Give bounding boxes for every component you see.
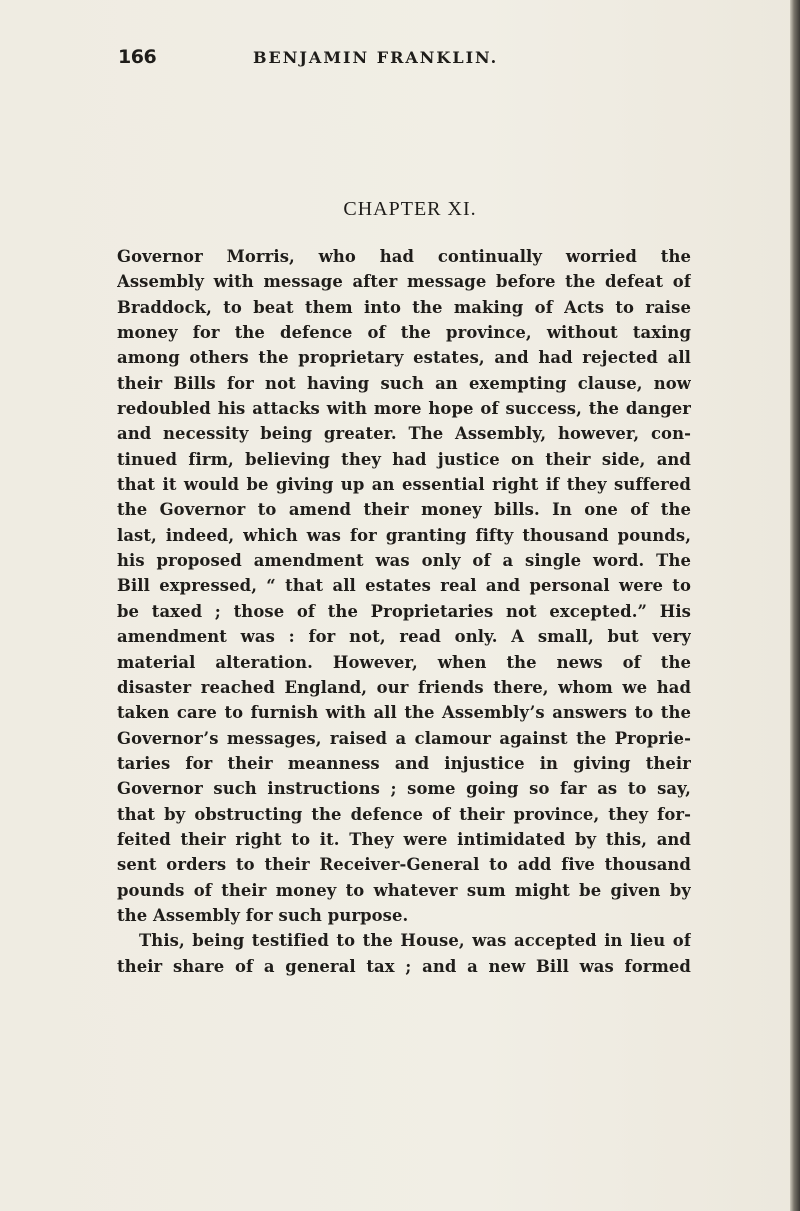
text-line: be taxed ; those of the Proprietaries not excepted.” His [117, 601, 691, 621]
text-line: disaster reached England, our friends there, whom we had [117, 677, 691, 697]
text-line: the Governor to amend their money bills. In one of the [117, 500, 691, 520]
text-line: Governor’s messages, raised a clamour against the Proprie- [117, 728, 691, 748]
text-line: feited their right to it. They were intimidated by this, and [117, 829, 691, 849]
text-line: tinued firm, believing they had justice on their side, and [117, 449, 691, 469]
text-line: Governor Morris, who had continually worried the [117, 247, 691, 266]
text-line: the Assembly for such purpose. [117, 905, 409, 925]
text-line: material alteration. However, when the news of the [117, 652, 691, 672]
body-text [117, 244, 691, 979]
book-title: BENJAMIN FRANKLIN. [253, 48, 499, 67]
text-line: taken care to furnish with all the Assembly’s answers to the [117, 703, 691, 723]
text-line: taries for their meanness and injustice in giving their [117, 753, 691, 773]
text-line: This, being testified to the House, was accepted in lieu of [139, 931, 691, 951]
text-line: pounds of their money to whatever sum might be given by [117, 880, 691, 900]
text-line: their share of a general tax ; and a new Bill was formed [117, 956, 691, 976]
text-line: redoubled his attacks with more hope of success, the danger [117, 399, 691, 419]
text-line: Governor such instructions ; some going so far as to say, [117, 779, 691, 799]
text-line: among others the proprietary estates, and had rejected all [117, 348, 691, 368]
text-line: Bill expressed, “ that all estates real and personal were to [117, 576, 691, 596]
text-line: his proposed amendment was only of a single word. The [117, 551, 691, 571]
text-line: their Bills for not having such an exempting clause, now [117, 373, 691, 393]
text-line: sent orders to their Receiver-General to add five thousand [117, 855, 691, 875]
chapter-heading: CHAPTER XI. [343, 198, 477, 220]
text-line: last, indeed, which was for granting fifty thousand pounds, [117, 525, 691, 545]
text-line: Braddock, to beat them into the making of Acts to raise [117, 297, 691, 317]
text-line: that it would be giving up an essential right if they suffered [117, 475, 691, 495]
text-line: and necessity being greater. The Assembly, however, con- [117, 424, 691, 444]
text-line: money for the defence of the province, without taxing [117, 323, 691, 343]
text-line: that by obstructing the defence of their province, they for- [117, 804, 691, 824]
running-head [118, 38, 678, 78]
text-line: Assembly with message after message before the defeat of [117, 272, 691, 292]
page-edge-shadow [790, 0, 800, 1211]
page-number: 166 [118, 46, 157, 68]
text-line: amendment was : for not, read only. A small, but very [117, 627, 691, 647]
